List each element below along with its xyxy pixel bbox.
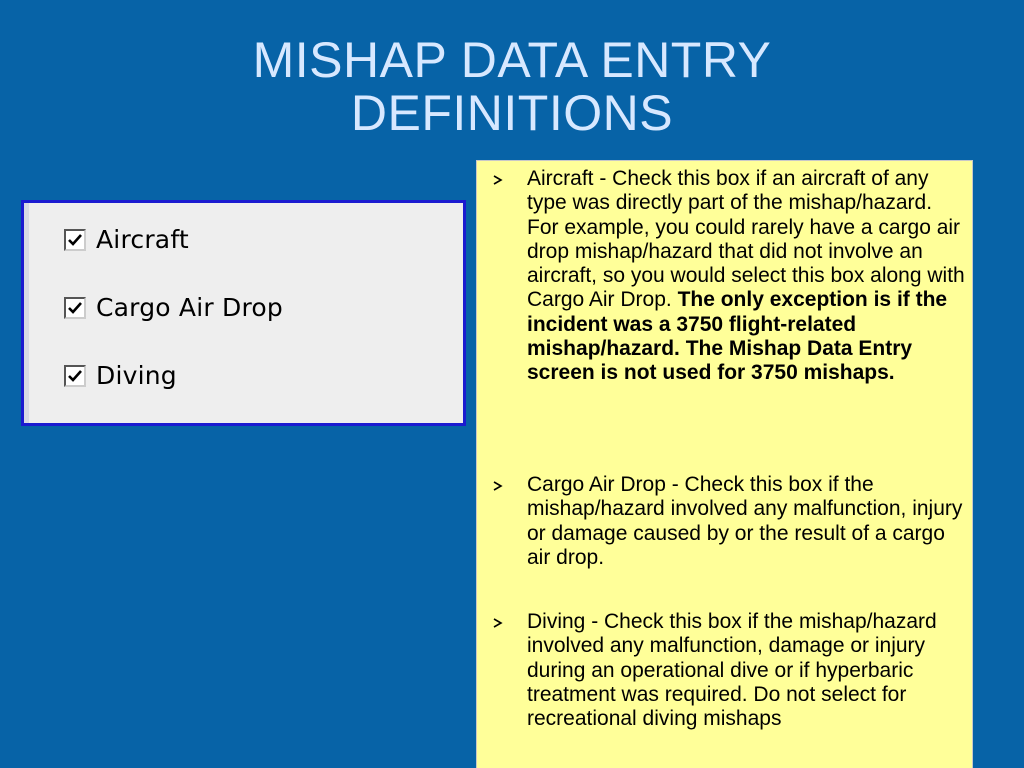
- diving-checkbox[interactable]: [64, 365, 86, 387]
- checkmark-icon: [67, 368, 83, 384]
- definition-box: [476, 160, 973, 768]
- slide-title: [0, 34, 1024, 140]
- aircraft-label: Aircraft: [96, 225, 189, 254]
- checkmark-icon: [67, 232, 83, 248]
- cargo-air-drop-label: Cargo Air Drop: [96, 293, 283, 322]
- arrow-bullet-icon: [493, 175, 503, 185]
- checkbox-row-cargo-air-drop[interactable]: [64, 293, 283, 322]
- definition-aircraft-text: [527, 167, 967, 386]
- checkbox-panel: [21, 200, 466, 426]
- aircraft-bold-text: The only exception is if the incident was a 3750 flight-related mishap/hazard. The Mishap Data Entry screen is not used for 3750 mishaps.: [527, 288, 948, 385]
- diving-label: Diving: [96, 361, 177, 390]
- aircraft-checkbox[interactable]: [64, 229, 86, 251]
- arrow-bullet-icon: [493, 618, 503, 628]
- definition-diving-text: Diving - Check this box if the mishap/hazard involved any malfunction, damage or injury during an operational dive or if hyperbaric treatment was required. Do not select for recreational diving mishaps: [527, 610, 937, 731]
- cargo-air-drop-checkbox[interactable]: [64, 297, 86, 319]
- definition-cargo-air-drop-text: Cargo Air Drop - Check this box if the mishap/hazard involved any malfunction, injury or damage caused by or the result of a cargo air drop.: [527, 473, 963, 569]
- title-line-1: MISHAP DATA ENTRY: [252, 32, 772, 88]
- title-line-2: DEFINITIONS: [350, 85, 674, 141]
- checkbox-row-diving[interactable]: [64, 361, 177, 390]
- arrow-bullet-icon: [493, 481, 503, 491]
- aircraft-plain-text: Aircraft - Check this box if an aircraft of any type was directly part of the mishap/hazard. For example, you could rarely have a cargo air drop mishap/hazard that did not involve an aircraft, so you would select this box along with Cargo Air Drop.: [527, 167, 965, 312]
- checkbox-row-aircraft[interactable]: [64, 225, 189, 254]
- checkmark-icon: [67, 300, 83, 316]
